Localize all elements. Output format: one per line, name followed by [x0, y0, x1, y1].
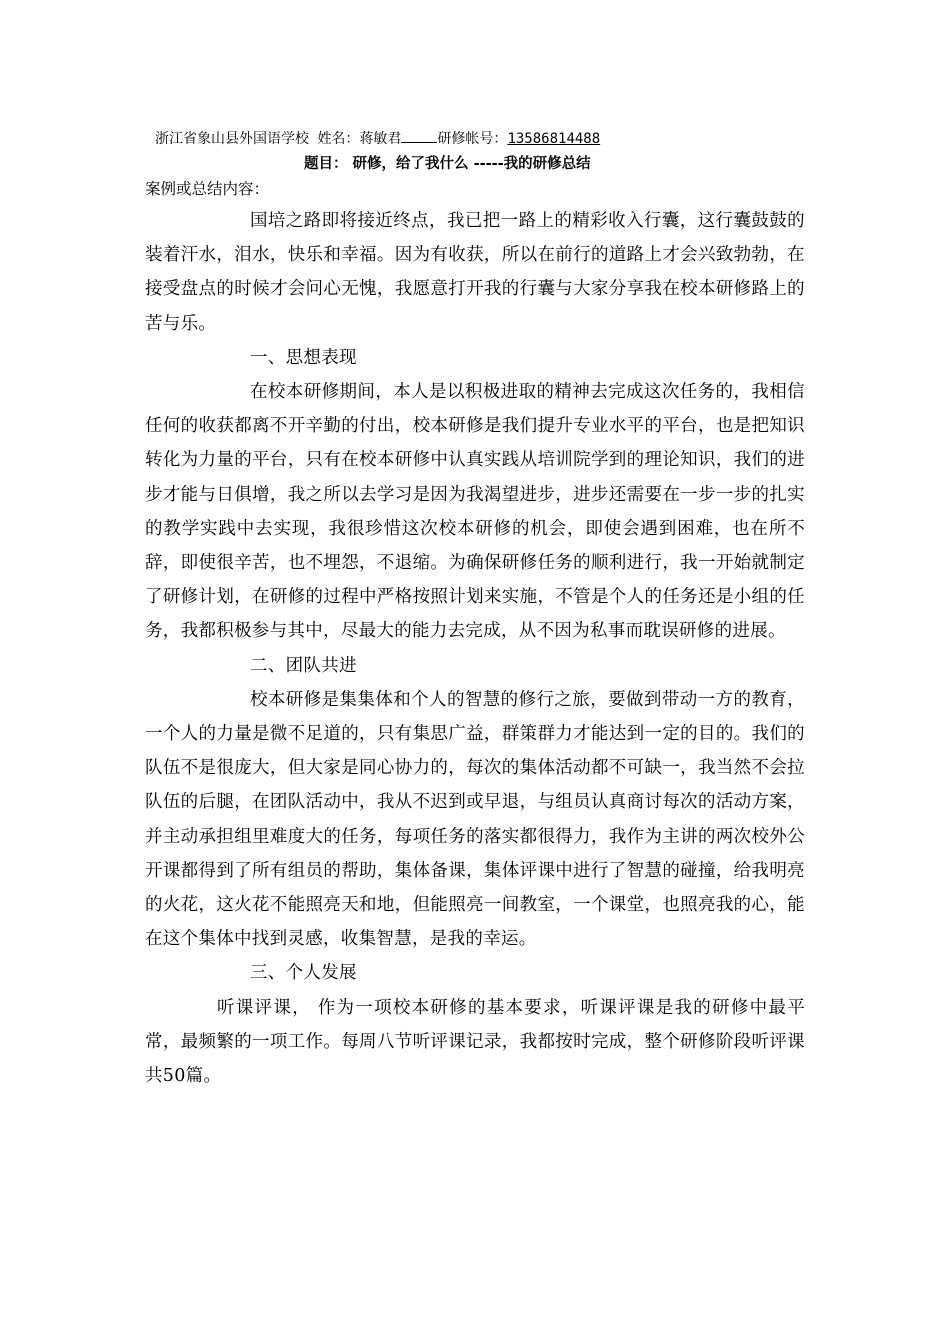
- document-title: 题目： 研修，给了我什么 -----我的研修总结: [304, 156, 591, 172]
- underline-blank: [401, 128, 437, 143]
- section-heading-2: 二、团队共进: [250, 655, 357, 676]
- section-paragraph-1: 在校本研修期间，本人是以积极进取的精神去完成这次任务的，我相信任何的收获都离不开辛勤的付出，校本研修是我们提升专业水平的平台，也是把知识转化为力量的平台，只有在校本研修中认真实践从培训院学到的理论知识，我们的进步才能与日俱增，我之所以去学习是因为我渴望进步，进步还需要在一步一步的扎实的教学实践中去实现，我很珍惜这次校本研修的机会，即使会遇到困难，也在所不辞，即使很辛苦，也不埋怨，不退缩。为确保研修任务的顺利进行，我一开始就制定了研修计划，在研修的过程中严格按照计划来实施，不管是个人的任务还是小组的任务，我都积极参与其中，尽最大的能力去完成，从不因为私事而耽误研修的进展。: [145, 382, 805, 642]
- name-label: 姓名：: [317, 131, 360, 147]
- author-name: 蒋敏君: [359, 131, 402, 147]
- section-paragraph-3: 听课评课， 作为一项校本研修的基本要求，听课评课是我的研修中最平常，最频繁的一项工作。每周八节听评课记录，我都按时完成，整个研修阶段听评课共50篇。: [145, 997, 805, 1087]
- header-info: [155, 128, 600, 149]
- section-heading-3: 三、个人发展: [250, 963, 357, 984]
- school-name: 浙江省象山县外国语学校: [155, 131, 309, 147]
- account-number: 13586814488: [507, 131, 601, 147]
- content-label: 案例或总结内容：: [145, 180, 270, 198]
- account-label: 研修帐号：: [437, 131, 508, 147]
- section-heading-1: 一、思想表现: [250, 347, 357, 368]
- document-body: [145, 204, 805, 1093]
- intro-paragraph: 国培之路即将接近终点，我已把一路上的精彩收入行囊，这行囊鼓鼓的装着汗水，泪水，快乐和幸福。因为有收获，所以在前行的道路上才会兴致勃勃，在接受盘点的时候才会问心无愧，我愿意打开我的行囊与大家分享我在校本研修路上的苦与乐。: [145, 211, 805, 334]
- section-paragraph-2: 校本研修是集集体和个人的智慧的修行之旅，要做到带动一方的教育，一个人的力量是微不足道的，只有集思广益，群策群力才能达到一定的目的。我们的队伍不是很庞大，但大家是同心协力的，每次的集体活动都不可缺一，我当然不会拉队伍的后腿，在团队活动中，我从不迟到或早退，与组员认真商讨每次的活动方案，并主动承担组里难度大的任务，每项任务的落实都很得力，我作为主讲的两次校外公开课都得到了所有组员的帮助，集体备课，集体评课中进行了智慧的碰撞，给我明亮的火花，这火花不能照亮天和地，但能照亮一间教室，一个课堂，也照亮我的心，能在这个集体中找到灵感，收集智慧，是我的幸运。: [145, 689, 805, 950]
